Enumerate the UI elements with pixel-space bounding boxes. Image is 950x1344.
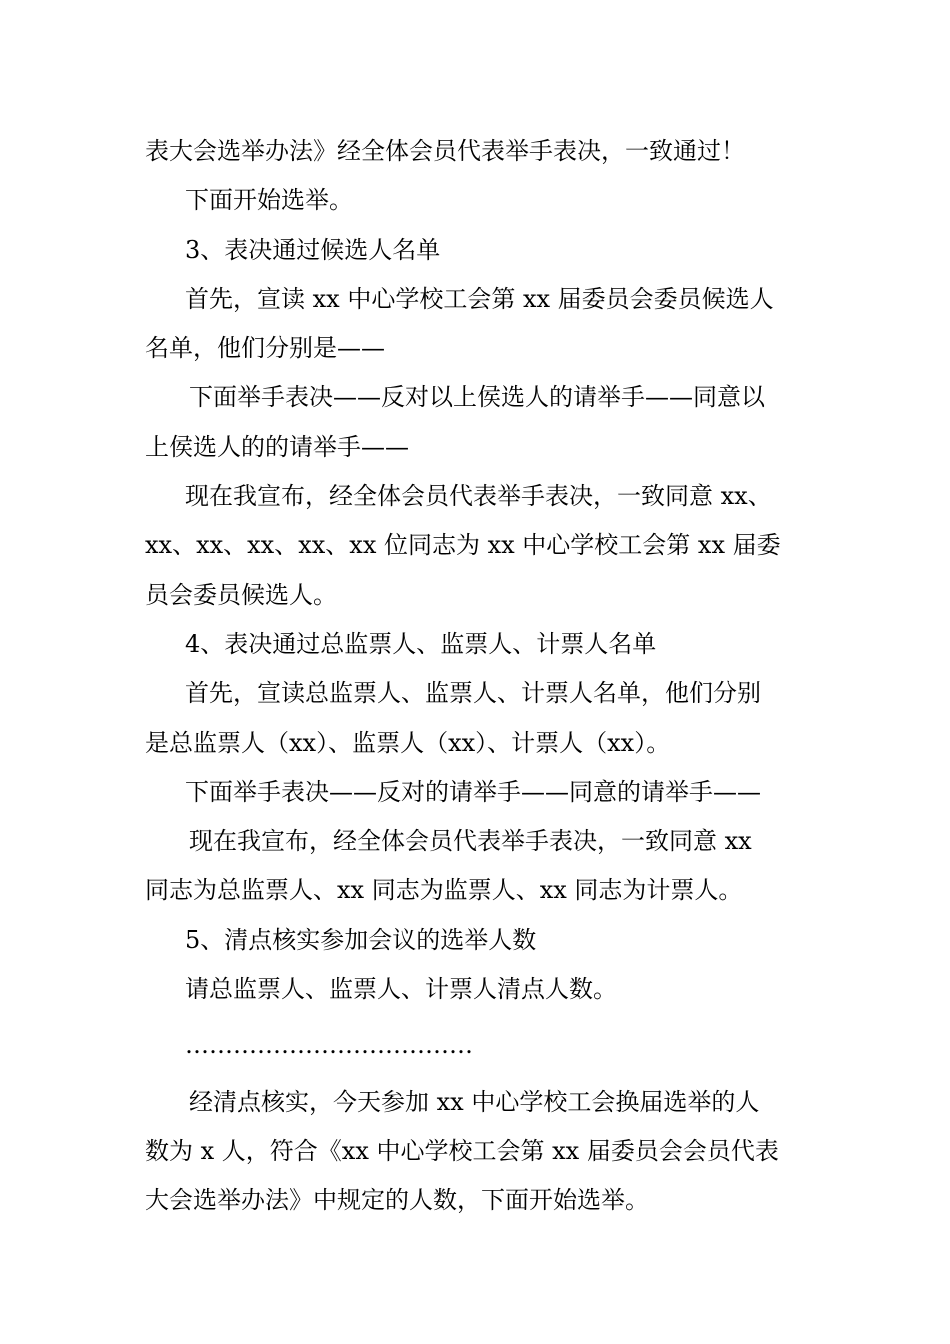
text-line: 首先，宣读 xx 中心学校工会第 xx 届委员会委员候选人 — [185, 284, 774, 313]
text-line: 数为 x 人，符合《xx 中心学校工会第 xx 届委员会会员代表 — [145, 1136, 779, 1165]
section-heading: 3、表决通过候选人名单 — [185, 235, 441, 264]
text-line: xx、xx、xx、xx、xx 位同志为 xx 中心学校工会第 xx 届委 — [145, 531, 781, 560]
text-line: 下面举手表决——反对以上侯选人的请举手——同意以 — [189, 383, 765, 412]
text-line: 名单，他们分别是—— — [145, 334, 385, 363]
text-line: 现在我宣布，经全体会员代表举手表决，一致同意 xx、 — [185, 482, 772, 511]
section-heading: 5、清点核实参加会议的选举人数 — [185, 925, 537, 954]
section-heading: 4、表决通过总监票人、监票人、计票人名单 — [185, 629, 657, 658]
text-line: 现在我宣布，经全体会员代表举手表决，一致同意 xx — [189, 827, 752, 856]
text-line: 上侯选人的的请举手—— — [145, 432, 409, 461]
text-line: 是总监票人（xx）、监票人（xx）、计票人（xx）。 — [145, 728, 671, 757]
ellipsis-line: ……………………………… — [185, 1031, 473, 1060]
text-line: 员会委员候选人。 — [145, 580, 337, 609]
text-line: 经清点核实，今天参加 xx 中心学校工会换届选举的人 — [189, 1087, 760, 1116]
text-line: 表大会选举办法》经全体会员代表举手表决，一致通过！ — [145, 137, 745, 165]
text-line: 大会选举办法》中规定的人数，下面开始选举。 — [145, 1186, 649, 1215]
text-line: 下面举手表决——反对的请举手——同意的请举手—— — [185, 777, 761, 806]
text-line: 下面开始选举。 — [185, 186, 353, 215]
text-line: 请总监票人、监票人、计票人清点人数。 — [185, 975, 617, 1004]
text-line: 同志为总监票人、xx 同志为监票人、xx 同志为计票人。 — [145, 876, 743, 905]
text-line: 首先，宣读总监票人、监票人、计票人名单，他们分别 — [185, 679, 761, 708]
document-body — [145, 127, 810, 1226]
